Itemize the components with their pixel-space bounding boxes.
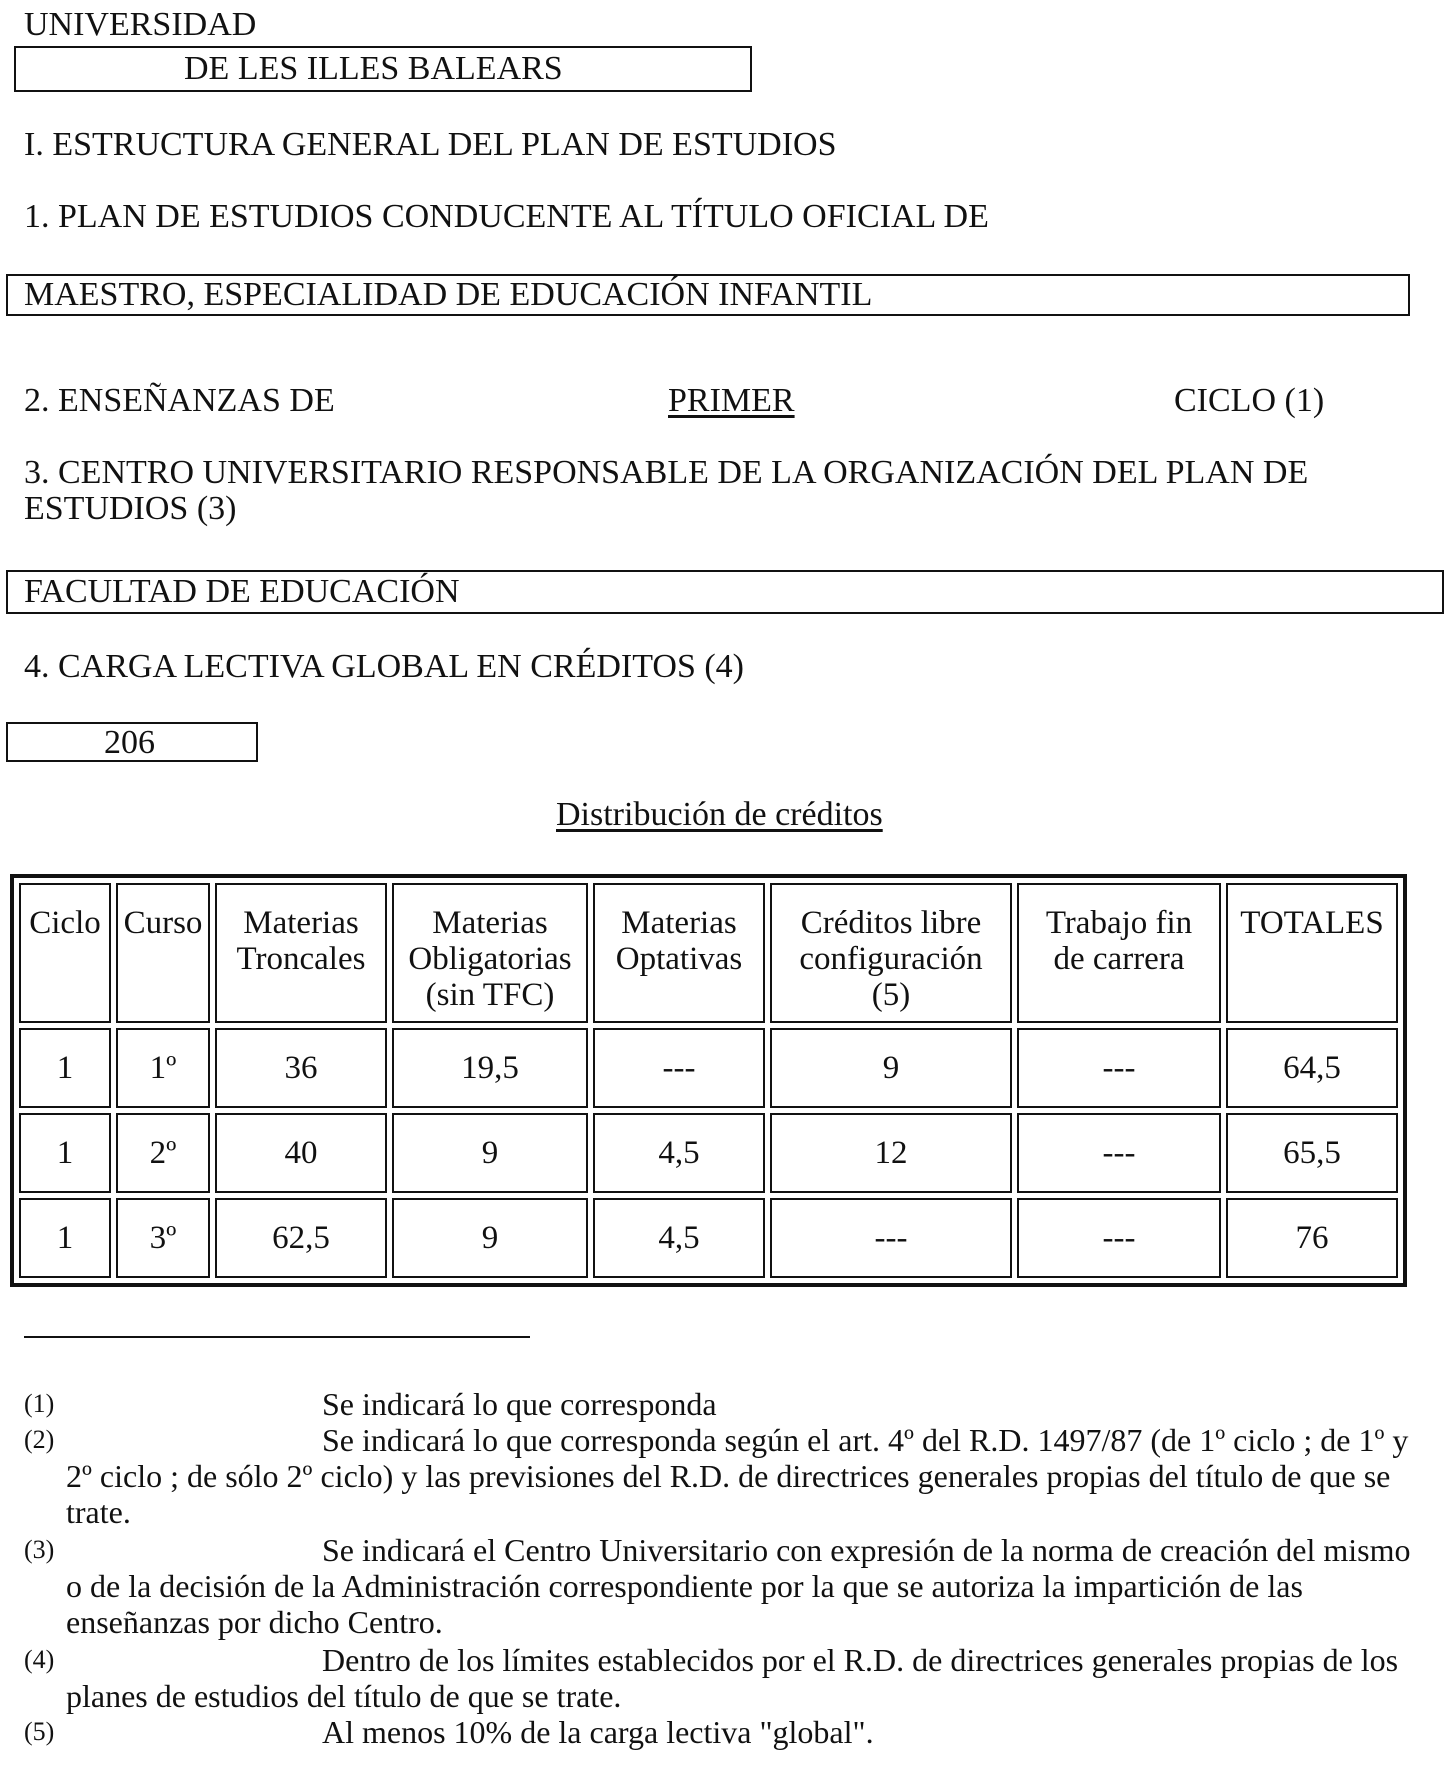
cell-ciclo: 1 bbox=[19, 1198, 111, 1278]
cell-libre-configuracion: 9 bbox=[770, 1028, 1012, 1108]
footnote-number: (4) bbox=[24, 1645, 55, 1674]
footnote-number: (2) bbox=[24, 1425, 55, 1454]
footnote-text: Al menos 10% de la carga lectiva "global". bbox=[322, 1714, 874, 1750]
cell-troncales: 62,5 bbox=[215, 1198, 387, 1278]
cell-libre-configuracion: 12 bbox=[770, 1113, 1012, 1193]
footnote-text: Se indicará lo que corresponda según el art. 4º del R.D. 1497/87 (de 1º ciclo ; de 1º y 2º ciclo ; de sólo 2º ciclo) y las previsiones del R.D. de directrices generales propias del título de que se trate. bbox=[66, 1422, 1409, 1530]
section-1-heading: 1. PLAN DE ESTUDIOS CONDUCENTE AL TÍTULO OFICIAL DE bbox=[24, 198, 989, 235]
degree-title-value: MAESTRO, ESPECIALIDAD DE EDUCACIÓN INFANTIL bbox=[24, 276, 873, 313]
cell-optativas: 4,5 bbox=[593, 1113, 765, 1193]
degree-title-box bbox=[6, 274, 1410, 316]
cell-trabajo-fin-carrera: --- bbox=[1017, 1113, 1221, 1193]
cell-obligatorias: 9 bbox=[392, 1113, 588, 1193]
cell-totales: 64,5 bbox=[1226, 1028, 1398, 1108]
cell-troncales: 40 bbox=[215, 1113, 387, 1193]
footnote-text: Se indicará lo que corresponda bbox=[322, 1386, 717, 1422]
section-3-heading-line2: ESTUDIOS (3) bbox=[24, 490, 237, 527]
credits-distribution-table bbox=[10, 874, 1407, 1287]
header-ciclo: Ciclo bbox=[19, 883, 111, 1023]
header-curso: Curso bbox=[116, 883, 210, 1023]
section-2-cycle-value: PRIMER bbox=[668, 382, 795, 419]
header-libre-configuracion: Créditos libre configuración (5) bbox=[770, 883, 1012, 1023]
footnote-number: (5) bbox=[24, 1717, 55, 1746]
cell-troncales: 36 bbox=[215, 1028, 387, 1108]
table-row bbox=[19, 1028, 1398, 1108]
cell-curso: 2º bbox=[116, 1113, 210, 1193]
university-name-line1: UNIVERSIDAD bbox=[24, 6, 257, 43]
section-3-heading-line1: 3. CENTRO UNIVERSITARIO RESPONSABLE DE LA ORGANIZACIÓN DEL PLAN DE bbox=[24, 454, 1309, 491]
cell-curso: 1º bbox=[116, 1028, 210, 1108]
header-obligatorias: Materias Obligatorias (sin TFC) bbox=[392, 883, 588, 1023]
table-row bbox=[19, 1198, 1398, 1278]
center-box bbox=[6, 570, 1444, 614]
cell-curso: 3º bbox=[116, 1198, 210, 1278]
table-caption: Distribución de créditos bbox=[556, 796, 883, 833]
footnote-number: (1) bbox=[24, 1389, 55, 1418]
center-value: FACULTAD DE EDUCACIÓN bbox=[24, 573, 460, 610]
footnote-text: Se indicará el Centro Universitario con expresión de la norma de creación del mismo o de la decisión de la Administración correspondiente por la que se autoriza la impartición de las enseñanzas por dicho Centro. bbox=[66, 1532, 1411, 1640]
footnote-separator bbox=[24, 1336, 530, 1338]
table-header-row bbox=[19, 883, 1398, 1023]
section-4-heading: 4. CARGA LECTIVA GLOBAL EN CRÉDITOS (4) bbox=[24, 648, 744, 685]
credits-box bbox=[6, 722, 258, 762]
cell-trabajo-fin-carrera: --- bbox=[1017, 1028, 1221, 1108]
university-name-box bbox=[14, 46, 752, 92]
header-troncales: Materias Troncales bbox=[215, 883, 387, 1023]
cell-ciclo: 1 bbox=[19, 1113, 111, 1193]
university-name-line2: DE LES ILLES BALEARS bbox=[184, 50, 563, 87]
footnote-text: Dentro de los límites establecidos por el R.D. de directrices generales propias de los planes de estudios del título de que se trate. bbox=[66, 1642, 1399, 1714]
cell-totales: 65,5 bbox=[1226, 1113, 1398, 1193]
table-row bbox=[19, 1113, 1398, 1193]
header-trabajo-fin-carrera: Trabajo fin de carrera bbox=[1017, 883, 1221, 1023]
header-optativas: Materias Optativas bbox=[593, 883, 765, 1023]
cell-obligatorias: 19,5 bbox=[392, 1028, 588, 1108]
section-2-suffix: CICLO (1) bbox=[1174, 382, 1325, 419]
cell-ciclo: 1 bbox=[19, 1028, 111, 1108]
cell-optativas: 4,5 bbox=[593, 1198, 765, 1278]
header-totales: TOTALES bbox=[1226, 883, 1398, 1023]
cell-optativas: --- bbox=[593, 1028, 765, 1108]
section-i-heading: I. ESTRUCTURA GENERAL DEL PLAN DE ESTUDIOS bbox=[24, 126, 837, 163]
cell-trabajo-fin-carrera: --- bbox=[1017, 1198, 1221, 1278]
cell-obligatorias: 9 bbox=[392, 1198, 588, 1278]
cell-libre-configuracion: --- bbox=[770, 1198, 1012, 1278]
footnote-number: (3) bbox=[24, 1535, 55, 1564]
section-2-label: 2. ENSEÑANZAS DE bbox=[24, 382, 335, 419]
credits-value: 206 bbox=[104, 724, 155, 761]
cell-totales: 76 bbox=[1226, 1198, 1398, 1278]
